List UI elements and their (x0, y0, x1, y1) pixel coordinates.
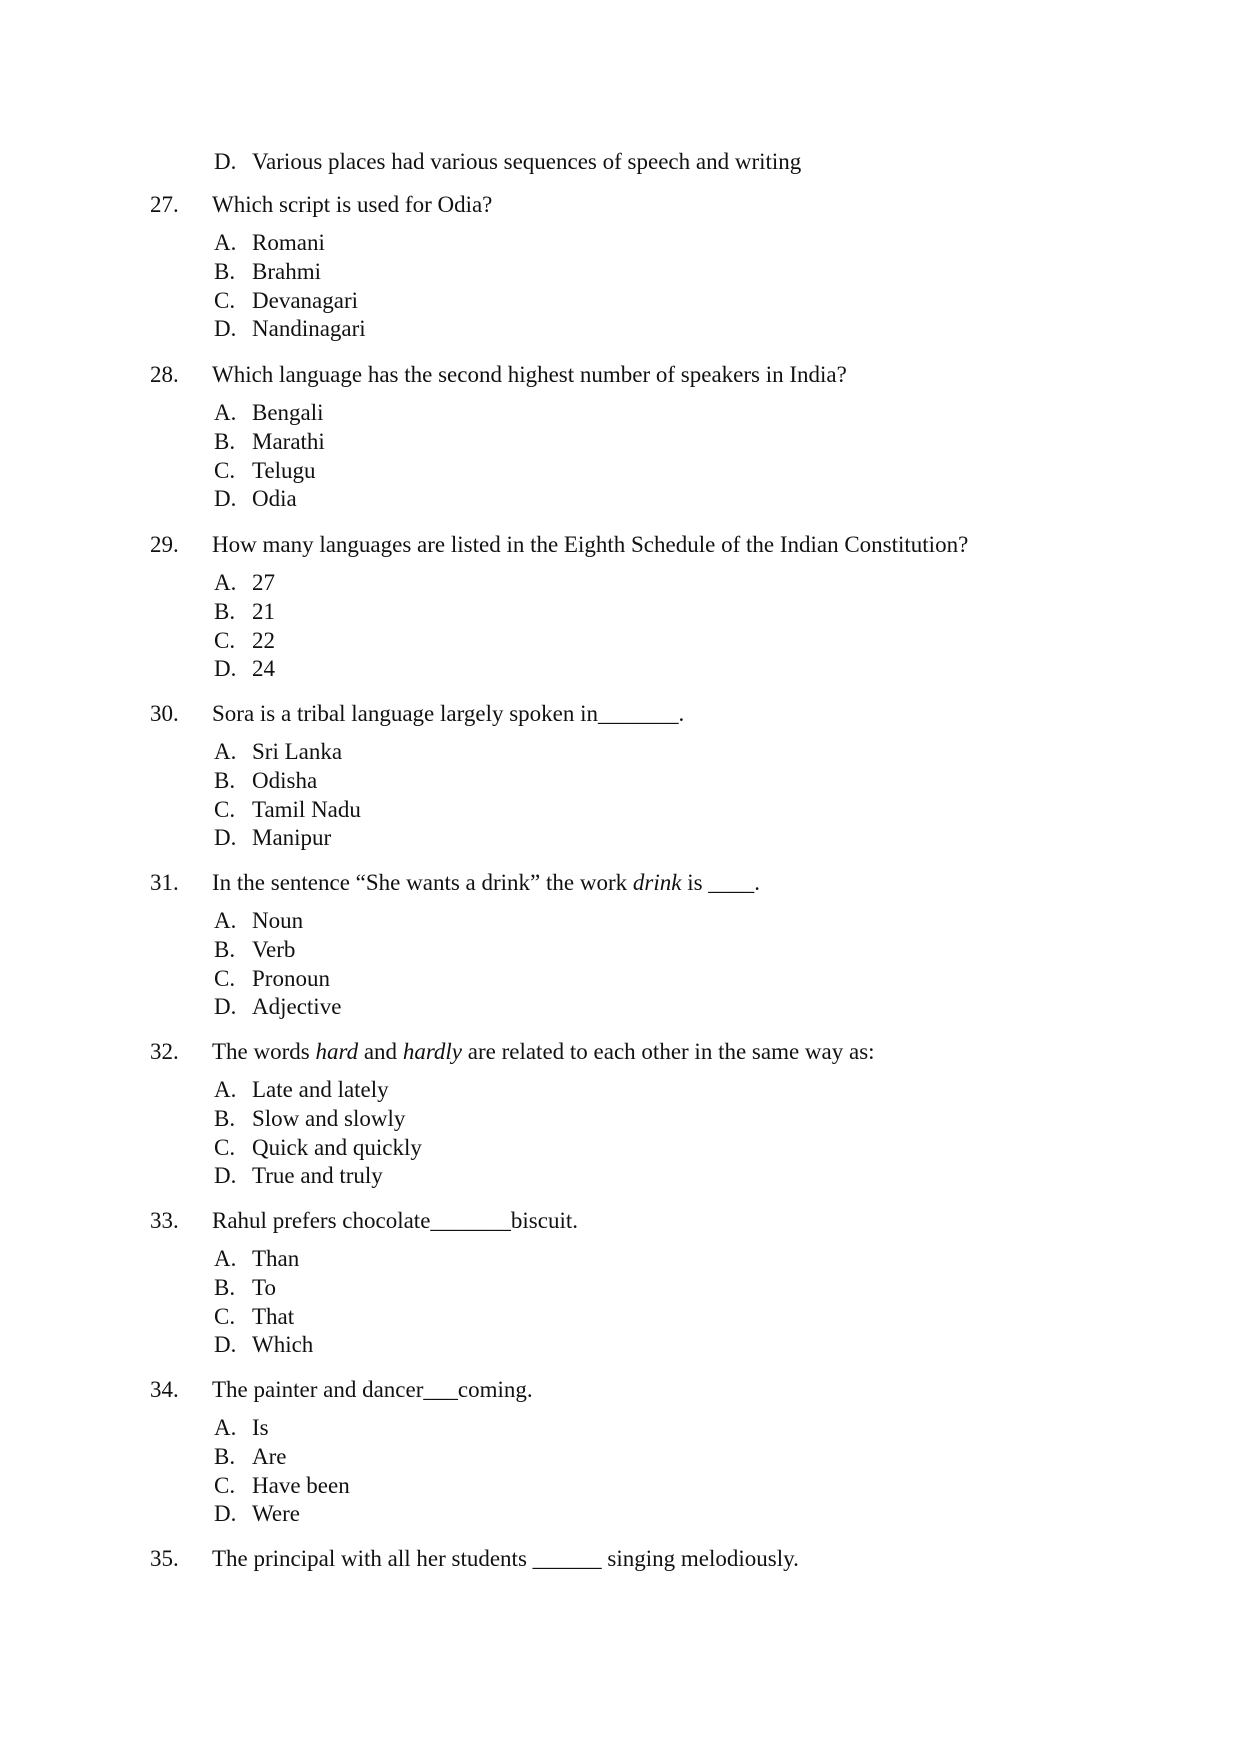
option-text: 22 (252, 627, 275, 653)
option-b (0, 428, 1240, 457)
option-text: Various places had various sequences of speech and writing (252, 149, 802, 174)
option-text: Slow and slowly (252, 1105, 406, 1131)
question-27 (0, 190, 1240, 344)
option-text: Marathi (252, 428, 325, 454)
option-c (0, 1472, 1240, 1501)
option-a (0, 907, 1240, 936)
option-a (0, 229, 1240, 258)
option-text: Manipur (252, 825, 332, 851)
option-list (0, 1076, 1240, 1191)
option-c (0, 1134, 1240, 1163)
option-c (0, 287, 1240, 316)
option-d (0, 1162, 1240, 1191)
option-b (0, 767, 1240, 796)
option-text: Tamil Nadu (252, 796, 361, 822)
option-text: Nandinagari (252, 316, 366, 342)
question-32 (0, 1037, 1240, 1191)
option-text: Sri Lanka (252, 739, 343, 764)
option-a (0, 1245, 1240, 1274)
option-d (0, 1331, 1240, 1360)
option-letter: B. (214, 1443, 236, 1469)
option-letter: B. (214, 428, 236, 454)
option-text: Telugu (252, 457, 316, 483)
question-text: Which script is used for Odia? (212, 192, 493, 217)
option-letter: A. (214, 570, 237, 595)
option-c (0, 457, 1240, 486)
option-letter: C. (214, 796, 236, 822)
carryover-option (0, 148, 1240, 177)
option-letter: C. (214, 1472, 236, 1498)
emphasized-word: drink (632, 870, 682, 895)
question-number: 35. (150, 1546, 179, 1571)
option-letter: A. (214, 230, 237, 255)
option-letter: D. (214, 316, 237, 342)
question-text: The painter and dancer___coming. (212, 1377, 533, 1402)
question-number: 28. (150, 362, 179, 387)
question-35 (0, 1544, 1240, 1574)
question-text: Sora is a tribal language largely spoken in_______. (212, 701, 685, 726)
option-c (0, 796, 1240, 825)
option-list (0, 907, 1240, 1022)
option-letter: D. (214, 825, 237, 851)
option-d (0, 824, 1240, 853)
option-letter: B. (214, 936, 236, 962)
option-letter: B. (214, 1105, 236, 1131)
option-letter: B. (214, 258, 236, 284)
option-letter: D. (214, 149, 237, 174)
option-letter: C. (214, 1303, 236, 1329)
option-text: Romani (252, 230, 325, 255)
question-number: 31. (150, 870, 179, 895)
option-c (0, 965, 1240, 994)
option-letter: D. (214, 994, 237, 1020)
option-b (0, 1274, 1240, 1303)
option-a (0, 399, 1240, 428)
option-text: 21 (252, 598, 275, 624)
question-text: In the sentence “She wants a drink” the work drink is ____. (212, 870, 761, 895)
option-letter: D. (214, 656, 237, 682)
option-letter: C. (214, 627, 236, 653)
option-text: Noun (252, 908, 304, 933)
option-text: True and truly (252, 1163, 383, 1189)
option-text: Are (252, 1443, 287, 1469)
option-list (0, 1414, 1240, 1529)
option-a (0, 738, 1240, 767)
option-d (0, 1500, 1240, 1529)
option-c (0, 1303, 1240, 1332)
option-text: 24 (252, 656, 275, 682)
option-b (0, 1105, 1240, 1134)
question-text: The words hard and hardly are related to each other in the same way as: (212, 1039, 875, 1064)
option-text: Pronoun (252, 965, 330, 991)
question-30 (0, 699, 1240, 853)
question-text: Rahul prefers chocolate_______biscuit. (212, 1208, 578, 1233)
question-text: The principal with all her students ______ singing melodiously. (212, 1546, 799, 1571)
option-letter: C. (214, 457, 236, 483)
option-list (0, 229, 1240, 344)
emphasized-word: hardly (402, 1039, 463, 1064)
option-text: Than (252, 1246, 300, 1271)
option-text: Brahmi (252, 258, 321, 284)
question-28 (0, 360, 1240, 514)
option-letter: B. (214, 598, 236, 624)
option-text: To (252, 1274, 276, 1300)
option-letter: D. (214, 1501, 237, 1527)
question-number: 27. (150, 192, 179, 217)
question-text: How many languages are listed in the Eighth Schedule of the Indian Constitution? (212, 532, 969, 557)
option-list (0, 569, 1240, 684)
option-letter: A. (214, 400, 237, 425)
option-c (0, 627, 1240, 656)
option-letter: A. (214, 1246, 237, 1271)
question-number: 33. (150, 1208, 179, 1233)
option-letter: A. (214, 1415, 237, 1440)
option-list (0, 738, 1240, 853)
option-a (0, 1414, 1240, 1443)
option-a (0, 1076, 1240, 1105)
option-b (0, 1443, 1240, 1472)
option-text: 27 (252, 570, 275, 595)
option-d (0, 485, 1240, 514)
option-text: Quick and quickly (252, 1134, 422, 1160)
option-letter: A. (214, 1077, 237, 1102)
option-letter: B. (214, 1274, 236, 1300)
question-text: Which language has the second highest number of speakers in India? (212, 362, 847, 387)
option-text: Verb (252, 936, 296, 962)
option-text: Have been (252, 1472, 350, 1498)
option-letter: C. (214, 1134, 236, 1160)
question-number: 34. (150, 1377, 179, 1402)
option-text: Is (252, 1415, 269, 1440)
question-34 (0, 1375, 1240, 1529)
question-31 (0, 868, 1240, 1022)
option-list (0, 399, 1240, 514)
option (0, 148, 1240, 177)
emphasized-word: hard (315, 1039, 359, 1064)
option-text: Odia (252, 486, 297, 512)
option-b (0, 936, 1240, 965)
option-text: Adjective (252, 994, 342, 1020)
option-letter: D. (214, 1332, 237, 1358)
option-letter: A. (214, 908, 237, 933)
option-b (0, 598, 1240, 627)
option-text: That (252, 1303, 295, 1329)
option-letter: D. (214, 1163, 237, 1189)
option-letter: D. (214, 486, 237, 512)
question-29 (0, 530, 1240, 684)
option-text: Odisha (252, 767, 318, 793)
question-33 (0, 1206, 1240, 1360)
option-letter: C. (214, 287, 236, 313)
question-number: 29. (150, 532, 179, 557)
option-d (0, 315, 1240, 344)
question-number: 30. (150, 701, 179, 726)
question-number: 32. (150, 1039, 179, 1064)
option-text: Which (252, 1332, 314, 1358)
option-text: Late and lately (252, 1077, 389, 1102)
option-a (0, 569, 1240, 598)
option-d (0, 655, 1240, 684)
option-letter: C. (214, 965, 236, 991)
option-text: Were (252, 1501, 300, 1527)
option-letter: A. (214, 739, 237, 764)
option-text: Bengali (252, 400, 324, 425)
option-list (0, 1245, 1240, 1360)
option-letter: B. (214, 767, 236, 793)
option-b (0, 258, 1240, 287)
option-text: Devanagari (252, 287, 358, 313)
option-d (0, 993, 1240, 1022)
